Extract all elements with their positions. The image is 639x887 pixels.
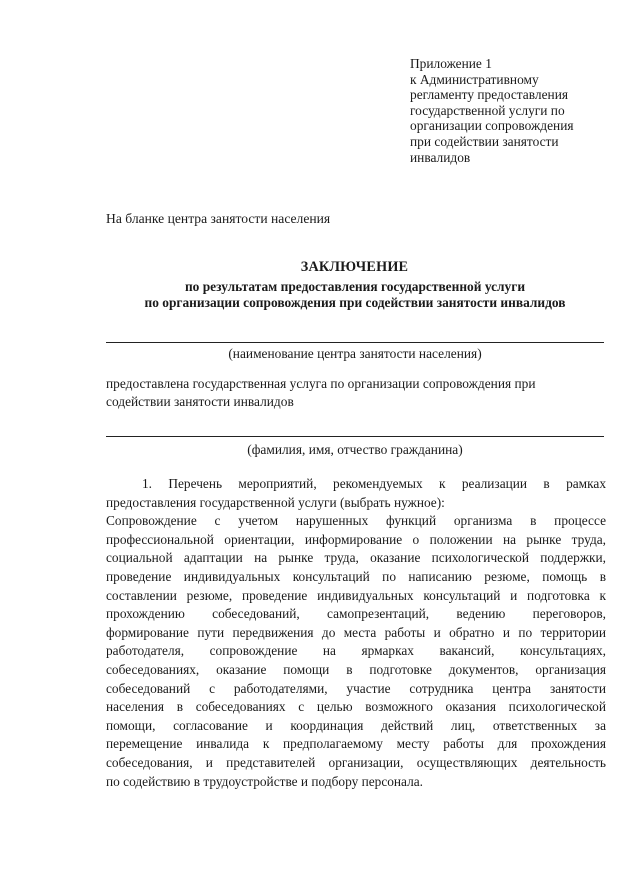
section-line: составлении резюме, проведение индивидуальных консультаций и подготовка к <box>106 587 606 603</box>
section-line: работодателя, сопровождение на ярмарках вакансий, консультациях, <box>106 643 606 659</box>
section-line: собеседованиях, оказание помощи в подготовке документов, организация <box>106 661 606 677</box>
section-1-measures <box>106 475 606 791</box>
appendix-line: к Административному <box>410 71 539 87</box>
document-title: ЗАКЛЮЧЕНИЕ <box>300 259 409 275</box>
section-line: собеседования, и представителей организации, осуществляющих деятельность <box>106 754 606 770</box>
citizen-name-caption: (фамилия, имя, отчество гражданина) <box>247 442 463 457</box>
provided-line: предоставлена государственная услуга по организации сопровождения при <box>106 376 536 391</box>
section-line: Сопровождение с учетом нарушенных функций организма в процессе <box>106 513 606 529</box>
provided-line: содействии занятости инвалидов <box>106 394 294 409</box>
center-name-blank-line <box>106 342 604 343</box>
section-line: населения в собеседованиях с целью возможного оказания психологической <box>106 699 606 715</box>
provided-statement <box>106 375 606 411</box>
section-line: предоставления государственной услуги (выбрать нужное): <box>106 494 445 510</box>
document-subtitle-line: по организации сопровождения при содействии занятости инвалидов <box>144 295 566 310</box>
section-line: по содействию в трудоустройстве и подбору персонала. <box>106 773 424 789</box>
section-line: 1. Перечень мероприятий, рекомендуемых к реализации в рамках <box>142 476 606 491</box>
section-line: помощи, согласование и координация действий лиц, ответственных за <box>106 717 606 733</box>
center-name-caption: (наименование центра занятости населения) <box>228 346 482 361</box>
section-line: формирование пути передвижения до места работы и обратно и по территории <box>106 624 606 640</box>
document-subtitle-line: по результатам предоставления государственной услуги <box>184 279 526 294</box>
section-line: проведение индивидуальных консультаций по написанию резюме, помощь в <box>106 568 606 584</box>
appendix-block <box>410 56 610 165</box>
section-line: прохождению собеседований, самопрезентаций, ведению переговоров, <box>106 606 606 622</box>
appendix-line: Приложение 1 <box>410 56 492 71</box>
section-line: социальной адаптации на рынке труда, оказание психологической поддержки, <box>106 550 606 566</box>
appendix-line: инвалидов <box>410 149 471 165</box>
section-line: перемещение инвалида к предполагаемому месту работы для прохождения <box>106 736 606 752</box>
section-line: собеседований с работодателями, участие сотрудника центра занятости <box>106 680 606 696</box>
appendix-line: государственной услуги по <box>410 102 565 118</box>
section-line: профессиональной ориентации, информирование о положении на рынке труда, <box>106 531 606 547</box>
appendix-line: при содействии занятости <box>410 133 559 149</box>
letterhead-note: На бланке центра занятости населения <box>106 211 331 226</box>
citizen-name-blank-line <box>106 436 604 437</box>
appendix-line: регламенту предоставления <box>410 87 569 103</box>
appendix-line: организации сопровождения <box>410 118 574 134</box>
